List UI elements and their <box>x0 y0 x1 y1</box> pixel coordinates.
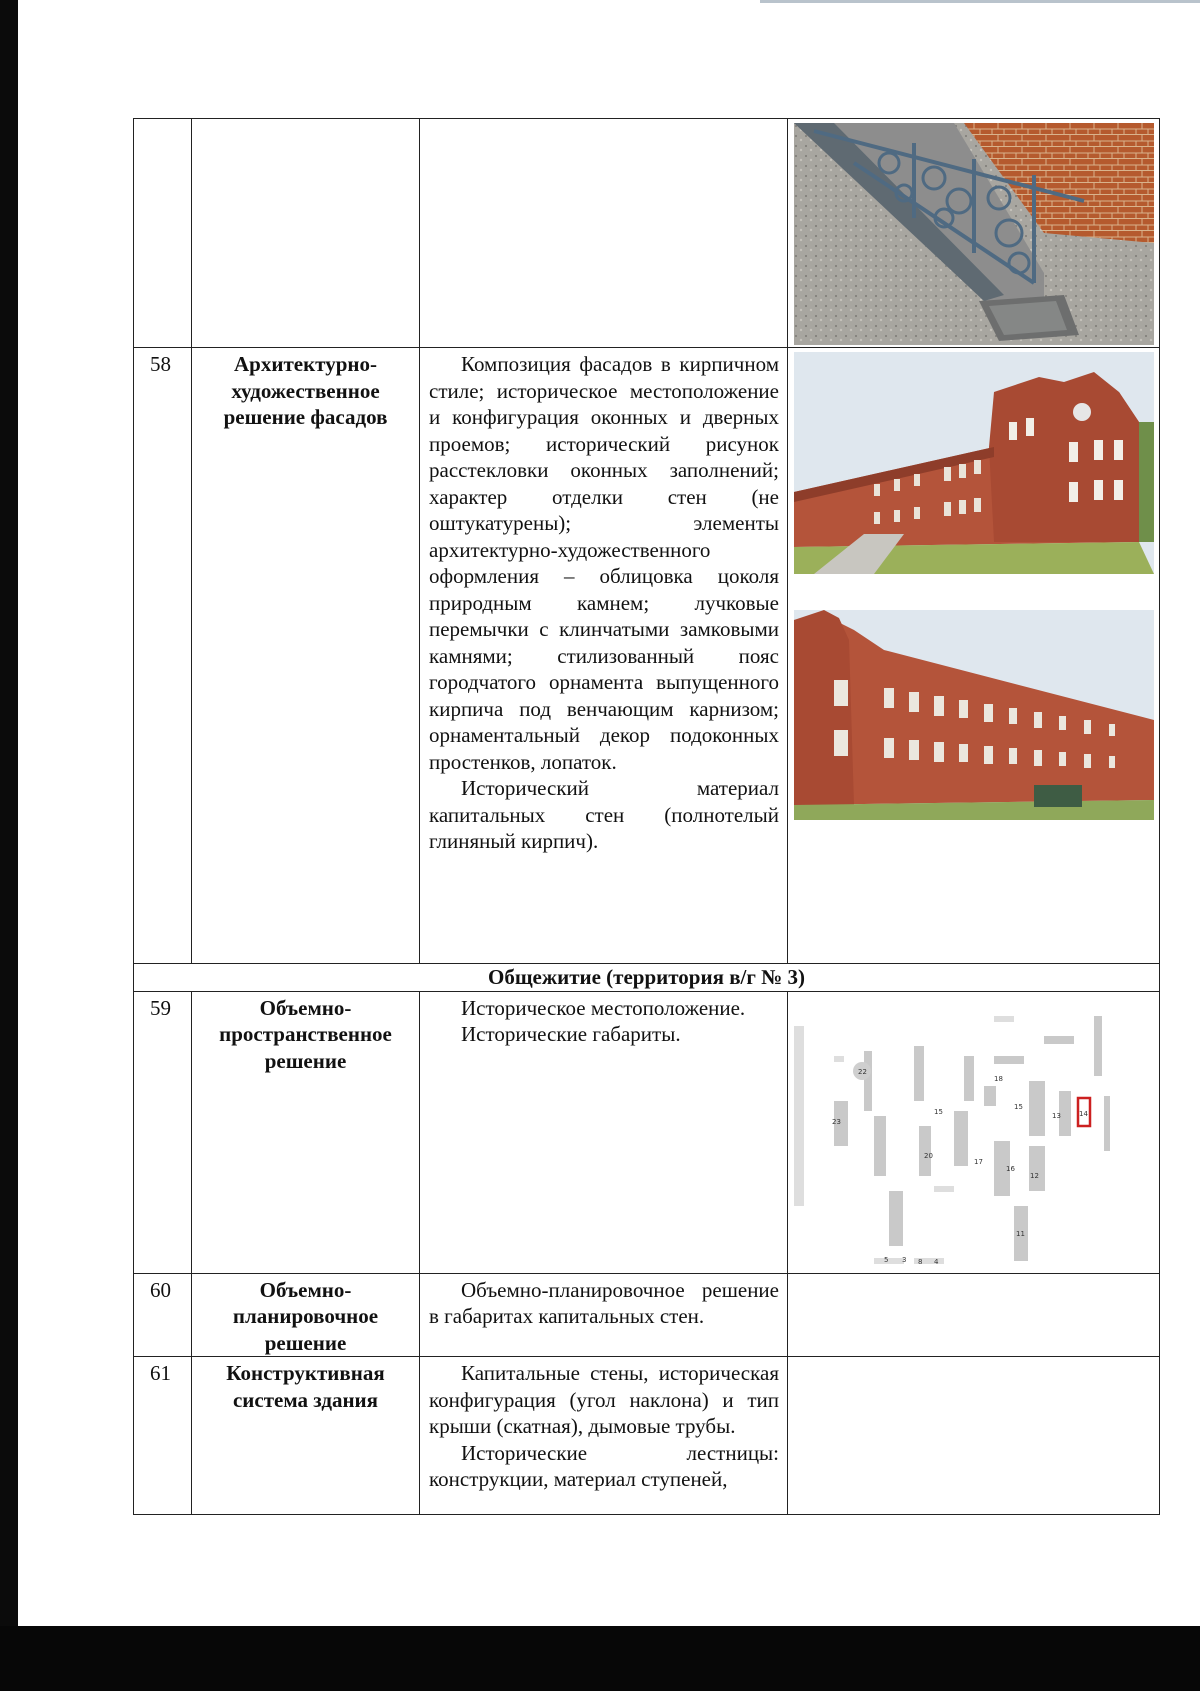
row-number: 60 <box>134 1273 192 1357</box>
element-description <box>420 348 788 964</box>
table-row <box>134 991 1160 1273</box>
table-row <box>134 348 1160 964</box>
map-label: 17 <box>974 1157 983 1166</box>
element-name: Архитектурно-художественное решение фасадов <box>192 348 420 964</box>
facade-photo-2 <box>794 610 1154 820</box>
row-number: 59 <box>134 991 192 1273</box>
description-paragraph: Капитальные стены, историческая конфигурация (угол наклона) и тип крыши (скатная), дымовые трубы. <box>429 1361 779 1438</box>
table-row <box>134 1273 1160 1357</box>
map-label: 3 <box>902 1255 907 1264</box>
description-paragraph: Исторические габариты. <box>461 1022 681 1046</box>
description-cell <box>420 119 788 348</box>
heritage-elements-table <box>133 118 1160 1515</box>
table-row <box>134 1357 1160 1515</box>
row-number: 58 <box>134 348 192 964</box>
map-label: 11 <box>1016 1229 1025 1238</box>
element-name: Объемно-планировочное решение <box>192 1273 420 1357</box>
row-number: 61 <box>134 1357 192 1515</box>
element-description <box>420 1273 788 1357</box>
map-label: 14 <box>1079 1109 1088 1118</box>
element-name: Объемно-пространственное решение <box>192 991 420 1273</box>
photo-cell <box>788 119 1160 348</box>
map-label: 12 <box>1030 1171 1039 1180</box>
map-label: 23 <box>832 1117 841 1126</box>
map-label: 16 <box>1006 1164 1015 1173</box>
map-label: 15 <box>934 1107 943 1116</box>
description-paragraph: Исторические лестницы: конструкции, материал ступеней, <box>429 1440 779 1491</box>
scan-bottom-edge <box>0 1626 1200 1691</box>
photo-cell <box>788 1273 1160 1357</box>
scan-top-edge <box>760 0 1200 3</box>
description-paragraph: Композиция фасадов в кирпичном стиле; историческое местоположение и конфигурация оконных и дверных проемов; исторический рисунок расстекловки оконных заполнений; характер отделки стен (не оштукатурены); элементы архитектурно-художественного оформления – облицовка цоколя природным камнем; лучковые перемычки с клинчатыми замковыми камнями; стилизованный пояс городчатого орнамента выпущенного кирпича под венчающим карнизом; орнаментальный декор подоконных простенков, лопаток. <box>429 352 779 774</box>
map-label: 4 <box>934 1257 939 1266</box>
facade-photo-1 <box>794 352 1154 574</box>
photo-cell <box>788 348 1160 964</box>
map-label: 13 <box>1052 1111 1061 1120</box>
map-label: 18 <box>994 1074 1003 1083</box>
description-paragraph: Исторический материал капитальных стен (полнотелый глиняный кирпич). <box>429 776 779 853</box>
map-label: 5 <box>884 1255 889 1264</box>
map-label: 15 <box>1014 1102 1023 1111</box>
map-cell <box>788 991 1160 1273</box>
description-paragraph: Объемно-планировочное решение в габаритах капитальных стен. <box>429 1277 779 1328</box>
site-plan-map <box>794 996 1154 1268</box>
element-description <box>420 991 788 1273</box>
map-label: 8 <box>918 1257 923 1266</box>
scan-left-edge <box>0 0 18 1691</box>
table-row <box>134 964 1160 992</box>
element-name: Конструктивная система здания <box>192 1357 420 1515</box>
name-cell <box>192 119 420 348</box>
description-paragraph: Историческое местоположение. <box>461 995 746 1020</box>
number-cell <box>134 119 192 348</box>
section-heading: Общежитие (территория в/г № 3) <box>134 964 1160 992</box>
table-row <box>134 119 1160 348</box>
photo-cell <box>788 1357 1160 1515</box>
element-description <box>420 1357 788 1515</box>
staircase-photo <box>794 123 1154 345</box>
map-label: 22 <box>858 1067 867 1076</box>
map-label: 20 <box>924 1151 933 1160</box>
